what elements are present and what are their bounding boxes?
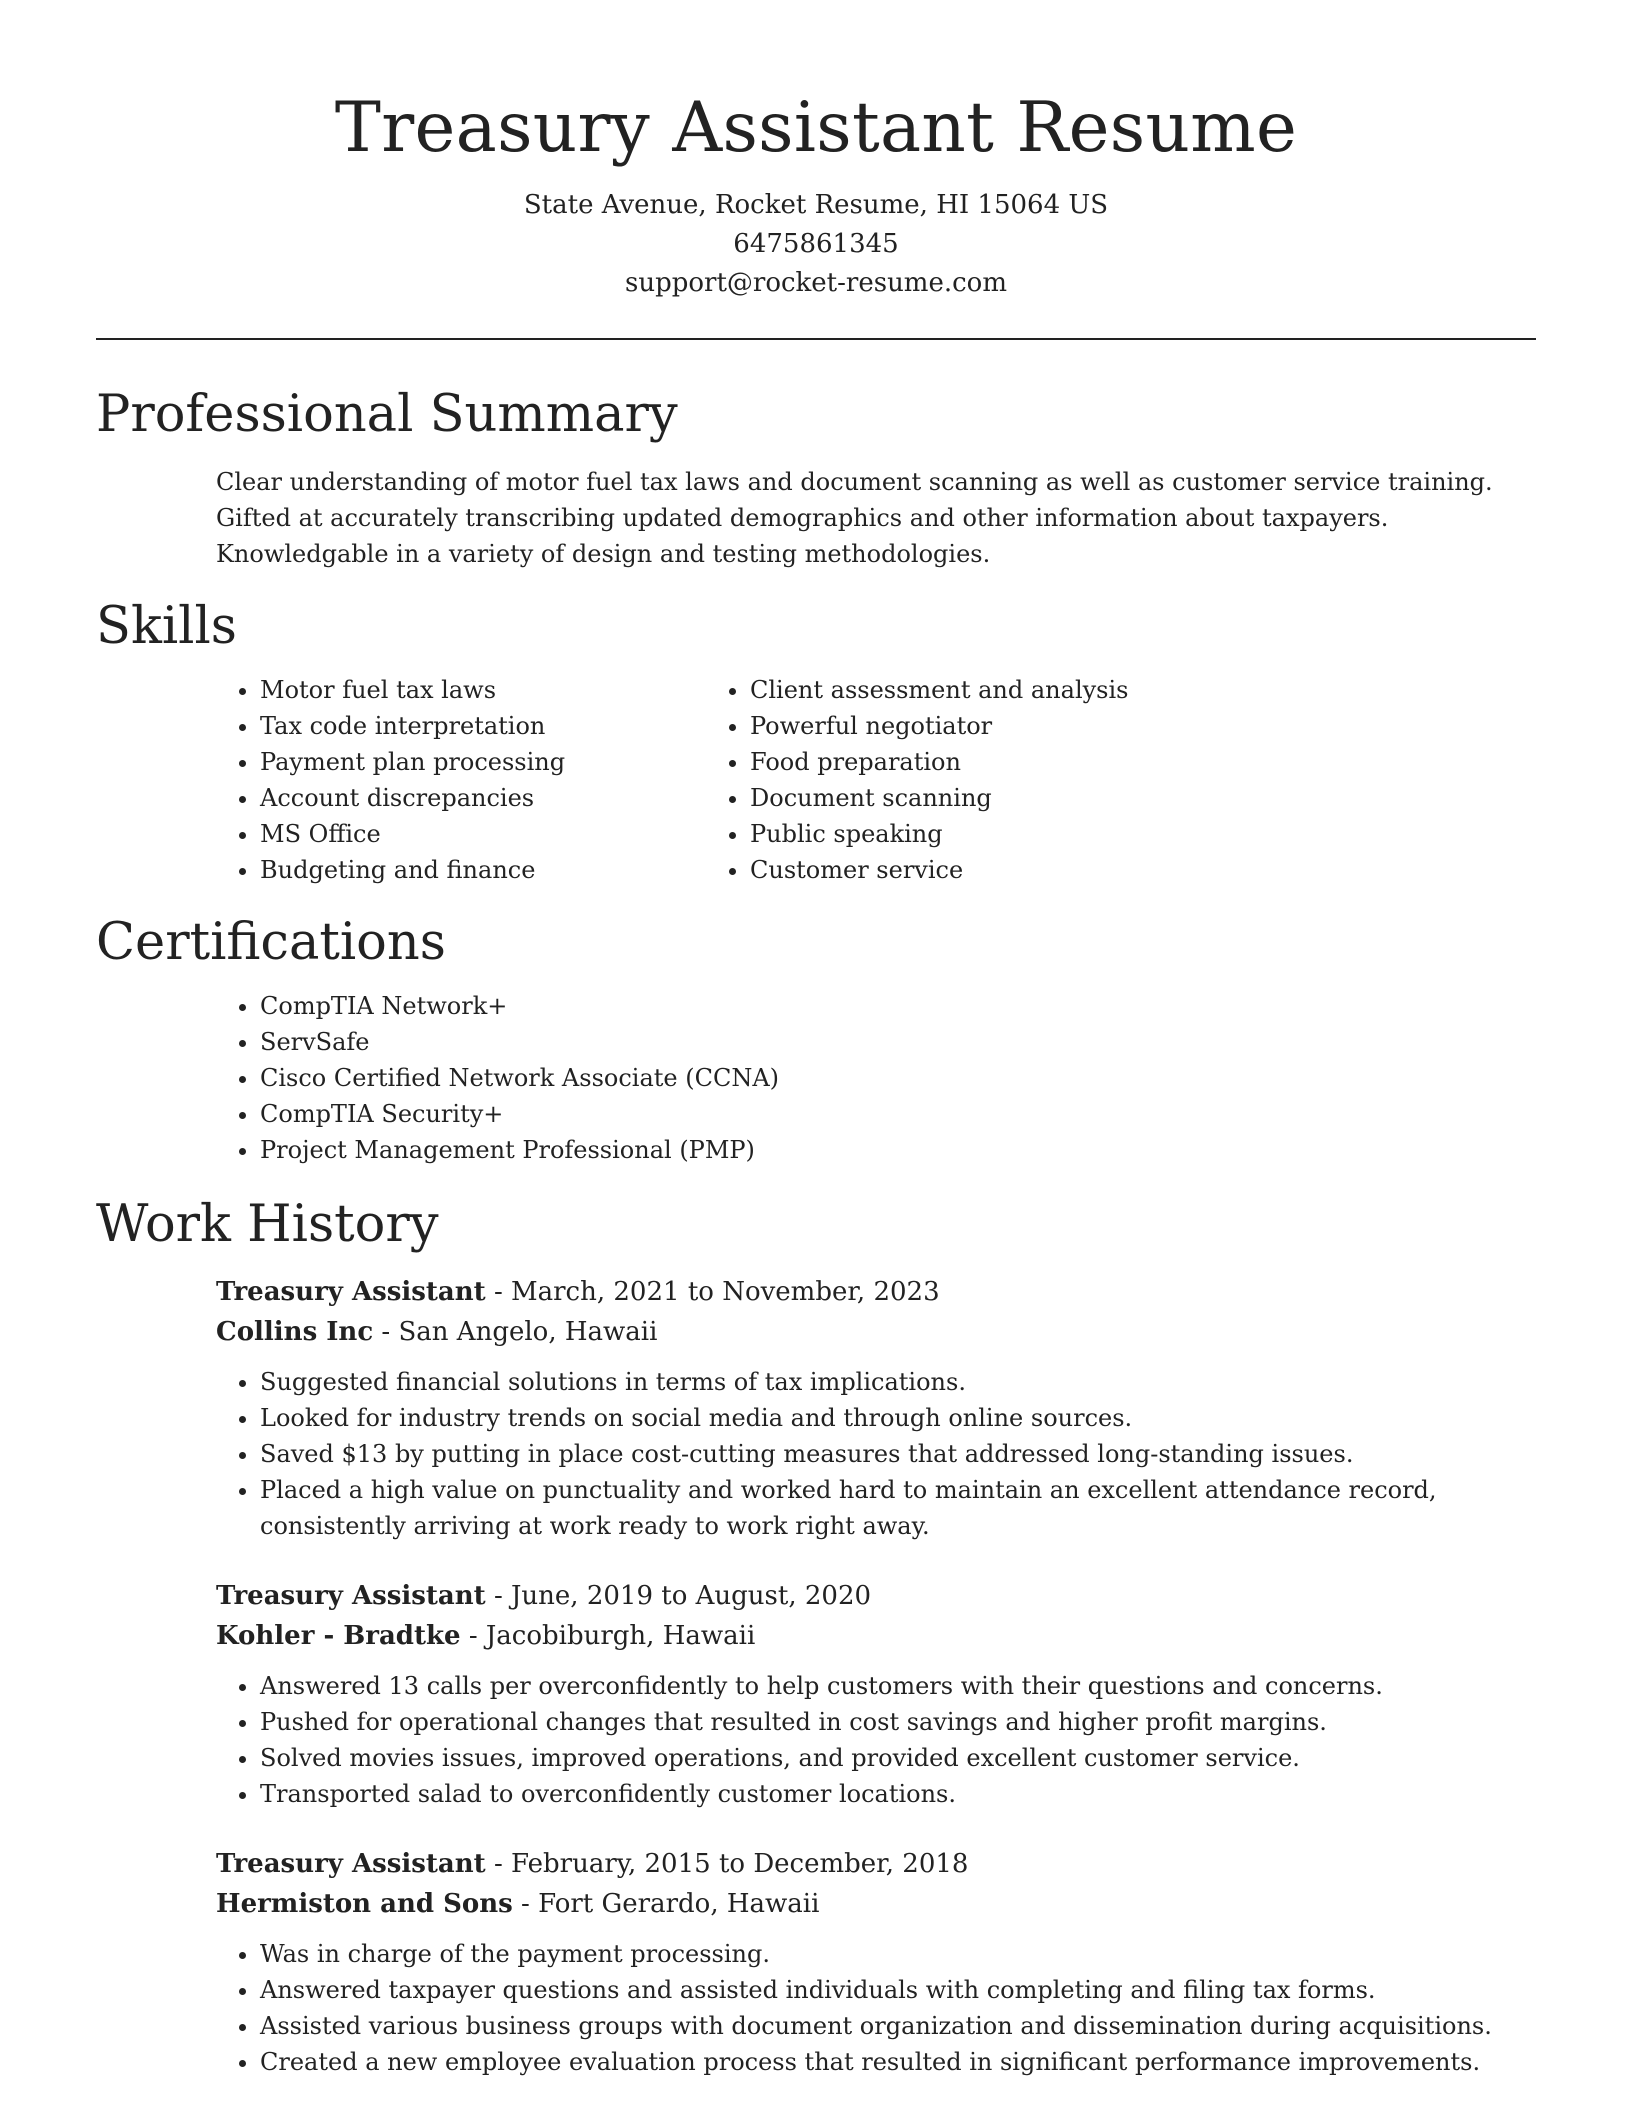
job-title: Treasury Assistant: [216, 1849, 486, 1879]
skill-item: • Document scanning: [750, 780, 1376, 816]
summary-heading: Professional Summary: [96, 385, 678, 444]
job-task: • Answered 13 calls per overconfidently to help customers with their questions and concerns.: [260, 1668, 1536, 1704]
job-tasks: [216, 1936, 1536, 2080]
certification-item: • Project Management Professional (PMP): [260, 1132, 1536, 1168]
skill-item: • Motor fuel tax laws: [260, 672, 746, 708]
job-company-line: [216, 1616, 1536, 1656]
contact-email: support@rocket-resume.com: [624, 268, 1007, 298]
skills-heading: Skills: [96, 597, 237, 656]
header-divider: [96, 338, 1536, 340]
job-location: - Jacobiburgh, Hawaii: [468, 1621, 756, 1651]
certification-item: • ServSafe: [260, 1024, 1536, 1060]
skill-item: • Budgeting and finance: [260, 852, 746, 888]
job-dates: - June, 2019 to August, 2020: [493, 1581, 872, 1611]
certification-item: • CompTIA Network+: [260, 988, 1536, 1024]
job-task: • Looked for industry trends on social media and through online sources.: [260, 1400, 1536, 1436]
skill-item: • Client assessment and analysis: [750, 672, 1376, 708]
skill-item: • Tax code interpretation: [260, 708, 746, 744]
job-company-line: [216, 1884, 1536, 1924]
job-location: - San Angelo, Hawaii: [381, 1317, 658, 1347]
job-task: • Answered taxpayer questions and assisted individuals with completing and filing tax forms.: [260, 1972, 1536, 2008]
job-task: • Created a new employee evaluation process that resulted in significant performance improvements.: [260, 2044, 1536, 2080]
resume-page: [96, 0, 1536, 2080]
job-location: - Fort Gerardo, Hawaii: [521, 1889, 820, 1919]
skill-item: • Payment plan processing: [260, 744, 746, 780]
job-task: • Suggested financial solutions in terms of tax implications.: [260, 1364, 1536, 1400]
job-task: • Assisted various business groups with document organization and dissemination during acquisitions.: [260, 2008, 1536, 2044]
skills-list-right: [586, 672, 1376, 888]
job-dates: - February, 2015 to December, 2018: [493, 1849, 969, 1879]
job-entry: [216, 1844, 1536, 2080]
contact-address: State Avenue, Rocket Resume, HI 15064 US: [523, 190, 1109, 220]
skill-item: • Food preparation: [750, 744, 1376, 780]
job-entry: [216, 1272, 1536, 1544]
job-task: • Transported salad to overconfidently customer locations.: [260, 1776, 1536, 1812]
certifications-list: [96, 988, 1536, 1168]
job-title: Treasury Assistant: [216, 1277, 486, 1307]
job-company: Hermiston and Sons: [216, 1889, 513, 1919]
skill-item: • Powerful negotiator: [750, 708, 1376, 744]
job-task: • Pushed for operational changes that resulted in cost savings and higher profit margins.: [260, 1704, 1536, 1740]
resume-title: Treasury Assistant Resume: [334, 88, 1298, 168]
skill-item: • MS Office: [260, 816, 746, 852]
certification-item: • Cisco Certified Network Associate (CCNA): [260, 1060, 1536, 1096]
job-company-line: [216, 1312, 1536, 1352]
job-task: • Solved movies issues, improved operations, and provided excellent customer service.: [260, 1740, 1536, 1776]
job-company: Collins Inc: [216, 1317, 374, 1347]
job-title-line: [216, 1272, 1536, 1312]
job-title-line: [216, 1576, 1536, 1616]
certification-item: • CompTIA Security+: [260, 1096, 1536, 1132]
skills-columns: [96, 672, 1536, 888]
skill-item: • Public speaking: [750, 816, 1376, 852]
job-company: Kohler - Bradtke: [216, 1621, 461, 1651]
job-dates: - March, 2021 to November, 2023: [493, 1277, 940, 1307]
job-title: Treasury Assistant: [216, 1581, 486, 1611]
job-task: • Placed a high value on punctuality and worked hard to maintain an excellent attendance record, consistently arriving at work ready to work right away.: [260, 1472, 1536, 1544]
skill-item: • Account discrepancies: [260, 780, 746, 816]
job-entry: [216, 1576, 1536, 1812]
job-title-line: [216, 1844, 1536, 1884]
contact-phone: 6475861345: [733, 229, 899, 259]
job-tasks: [216, 1364, 1536, 1544]
job-task: • Was in charge of the payment processing.: [260, 1936, 1536, 1972]
skill-item: • Customer service: [750, 852, 1376, 888]
job-tasks: [216, 1668, 1536, 1812]
contact-block: [96, 186, 1536, 303]
summary-text: Clear understanding of motor fuel tax laws and document scanning as well as customer service training. Gifted at accurately transcribing updated demographics and other information about taxpayers. Knowledgable in a variety of design and testing methodologies.: [216, 468, 1493, 568]
work-history-heading: Work History: [96, 1195, 439, 1254]
certifications-heading: Certifications: [96, 913, 446, 972]
job-task: • Saved $13 by putting in place cost-cutting measures that addressed long-standing issues.: [260, 1436, 1536, 1472]
